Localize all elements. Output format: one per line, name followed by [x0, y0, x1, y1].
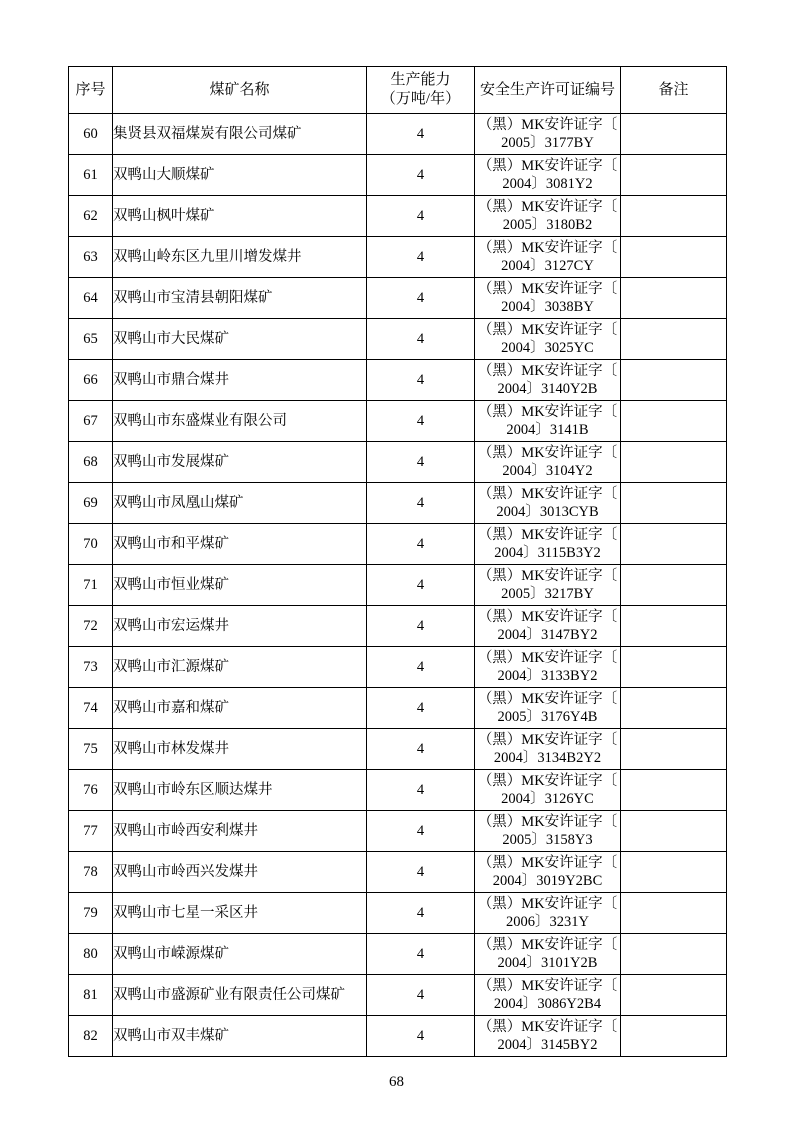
cell-mine-name: 双鸭山市恒业煤矿 — [113, 565, 367, 606]
license-line1: （黑）MK安许证字〔 — [477, 977, 618, 994]
cell-mine-name: 双鸭山市和平煤矿 — [113, 524, 367, 565]
table-row — [69, 647, 727, 688]
cell-capacity: 4 — [367, 893, 475, 934]
license-line2: 2005〕3176Y4B — [497, 709, 598, 725]
cell-capacity: 4 — [367, 319, 475, 360]
license-line1: （黑）MK安许证字〔 — [477, 895, 618, 912]
table-row — [69, 770, 727, 811]
license-line1: （黑）MK安许证字〔 — [477, 116, 618, 133]
cell-mine-name: 双鸭山市鼎合煤井 — [113, 360, 367, 401]
cell-capacity: 4 — [367, 442, 475, 483]
cell-note — [621, 401, 727, 442]
table-row — [69, 688, 727, 729]
cell-capacity: 4 — [367, 770, 475, 811]
cell-mine-name: 双鸭山大顺煤矿 — [113, 155, 367, 196]
license-line1: （黑）MK安许证字〔 — [477, 403, 618, 420]
table-row — [69, 278, 727, 319]
cell-mine-name: 双鸭山市宝清县朝阳煤矿 — [113, 278, 367, 319]
cell-capacity: 4 — [367, 401, 475, 442]
cell-note — [621, 770, 727, 811]
cell-license-number — [475, 893, 621, 934]
cell-index: 73 — [69, 647, 113, 688]
cell-note — [621, 114, 727, 155]
table-row — [69, 114, 727, 155]
cell-capacity: 4 — [367, 278, 475, 319]
cell-capacity: 4 — [367, 524, 475, 565]
license-line2: 2004〕3101Y2B — [497, 955, 598, 971]
license-line2: 2004〕3104Y2 — [502, 463, 593, 479]
cell-capacity: 4 — [367, 237, 475, 278]
column-header-license-number: 安全生产许可证编号 — [475, 67, 621, 114]
column-header-capacity-line2: （万吨/年） — [380, 91, 461, 107]
cell-capacity: 4 — [367, 934, 475, 975]
cell-index: 65 — [69, 319, 113, 360]
table-row — [69, 319, 727, 360]
table-row — [69, 934, 727, 975]
cell-index: 75 — [69, 729, 113, 770]
table-row — [69, 852, 727, 893]
cell-mine-name: 双鸭山市林发煤井 — [113, 729, 367, 770]
license-line1: （黑）MK安许证字〔 — [477, 362, 618, 379]
license-line2: 2006〕3231Y — [506, 914, 589, 930]
license-line1: （黑）MK安许证字〔 — [477, 280, 618, 297]
coal-mine-table — [68, 66, 727, 1057]
table-header — [69, 67, 727, 114]
license-line2: 2004〕3140Y2B — [497, 381, 598, 397]
cell-capacity: 4 — [367, 155, 475, 196]
cell-index: 82 — [69, 1016, 113, 1057]
cell-index: 69 — [69, 483, 113, 524]
table-row — [69, 893, 727, 934]
cell-license-number — [475, 442, 621, 483]
cell-note — [621, 729, 727, 770]
cell-note — [621, 278, 727, 319]
license-line1: （黑）MK安许证字〔 — [477, 936, 618, 953]
license-line1: （黑）MK安许证字〔 — [477, 1018, 618, 1035]
column-header-index: 序号 — [69, 67, 113, 114]
cell-index: 72 — [69, 606, 113, 647]
cell-index: 66 — [69, 360, 113, 401]
license-line2: 2004〕3038BY — [501, 299, 594, 315]
cell-index: 70 — [69, 524, 113, 565]
cell-note — [621, 360, 727, 401]
cell-mine-name: 双鸭山市发展煤矿 — [113, 442, 367, 483]
cell-mine-name: 双鸭山市凤凰山煤矿 — [113, 483, 367, 524]
cell-capacity: 4 — [367, 196, 475, 237]
license-line1: （黑）MK安许证字〔 — [477, 649, 618, 666]
cell-index: 61 — [69, 155, 113, 196]
cell-note — [621, 975, 727, 1016]
table-row — [69, 565, 727, 606]
cell-note — [621, 319, 727, 360]
cell-index: 81 — [69, 975, 113, 1016]
cell-capacity: 4 — [367, 647, 475, 688]
license-line1: （黑）MK安许证字〔 — [477, 444, 618, 461]
cell-capacity: 4 — [367, 606, 475, 647]
cell-license-number — [475, 483, 621, 524]
table-row — [69, 729, 727, 770]
table-row — [69, 483, 727, 524]
cell-capacity: 4 — [367, 811, 475, 852]
column-header-note: 备注 — [621, 67, 727, 114]
license-line2: 2004〕3141B — [506, 422, 589, 438]
table-row — [69, 155, 727, 196]
license-line2: 2004〕3133BY2 — [497, 668, 598, 684]
cell-capacity: 4 — [367, 1016, 475, 1057]
license-line2: 2005〕3180B2 — [502, 217, 593, 233]
cell-mine-name: 双鸭山市岭西安利煤井 — [113, 811, 367, 852]
license-line1: （黑）MK安许证字〔 — [477, 854, 618, 871]
cell-index: 67 — [69, 401, 113, 442]
cell-mine-name: 双鸭山市双丰煤矿 — [113, 1016, 367, 1057]
cell-index: 63 — [69, 237, 113, 278]
license-line2: 2004〕3086Y2B4 — [493, 996, 602, 1012]
cell-capacity: 4 — [367, 729, 475, 770]
cell-note — [621, 155, 727, 196]
cell-license-number — [475, 237, 621, 278]
page-number: 68 — [389, 1074, 404, 1090]
cell-note — [621, 196, 727, 237]
cell-index: 71 — [69, 565, 113, 606]
cell-capacity: 4 — [367, 688, 475, 729]
license-line1: （黑）MK安许证字〔 — [477, 772, 618, 789]
cell-index: 74 — [69, 688, 113, 729]
cell-license-number — [475, 1016, 621, 1057]
license-line1: （黑）MK安许证字〔 — [477, 526, 618, 543]
cell-mine-name: 双鸭山市宏运煤井 — [113, 606, 367, 647]
table-row — [69, 401, 727, 442]
cell-note — [621, 606, 727, 647]
cell-capacity: 4 — [367, 483, 475, 524]
cell-license-number — [475, 524, 621, 565]
cell-mine-name: 双鸭山市大民煤矿 — [113, 319, 367, 360]
cell-capacity: 4 — [367, 565, 475, 606]
coal-mine-table-container — [68, 66, 726, 1057]
cell-index: 80 — [69, 934, 113, 975]
cell-mine-name: 双鸭山市岭西兴发煤井 — [113, 852, 367, 893]
table-row — [69, 360, 727, 401]
license-line2: 2005〕3158Y3 — [502, 832, 593, 848]
cell-license-number — [475, 606, 621, 647]
license-line1: （黑）MK安许证字〔 — [477, 567, 618, 584]
license-line2: 2004〕3025YC — [501, 340, 594, 356]
cell-index: 62 — [69, 196, 113, 237]
license-line1: （黑）MK安许证字〔 — [477, 813, 618, 830]
license-line2: 2004〕3147BY2 — [497, 627, 598, 643]
cell-license-number — [475, 155, 621, 196]
license-line2: 2005〕3177BY — [501, 135, 594, 151]
table-row — [69, 237, 727, 278]
license-line2: 2004〕3126YC — [501, 791, 594, 807]
cell-license-number — [475, 975, 621, 1016]
cell-mine-name: 双鸭山市盛源矿业有限责任公司煤矿 — [113, 975, 367, 1016]
cell-index: 64 — [69, 278, 113, 319]
license-line2: 2004〕3081Y2 — [502, 176, 593, 192]
cell-license-number — [475, 852, 621, 893]
cell-mine-name: 双鸭山市汇源煤矿 — [113, 647, 367, 688]
cell-mine-name: 双鸭山市岭东区顺达煤井 — [113, 770, 367, 811]
cell-note — [621, 524, 727, 565]
license-line1: （黑）MK安许证字〔 — [477, 321, 618, 338]
cell-mine-name: 双鸭山市七星一采区井 — [113, 893, 367, 934]
license-line2: 2005〕3217BY — [501, 586, 594, 602]
cell-note — [621, 237, 727, 278]
cell-capacity: 4 — [367, 852, 475, 893]
column-header-capacity-line1: 生产能力 — [390, 72, 451, 89]
cell-mine-name: 双鸭山市东盛煤业有限公司 — [113, 401, 367, 442]
table-body — [69, 114, 727, 1057]
cell-note — [621, 565, 727, 606]
table-row — [69, 811, 727, 852]
cell-mine-name: 集贤县双福煤炭有限公司煤矿 — [113, 114, 367, 155]
cell-license-number — [475, 401, 621, 442]
cell-index: 76 — [69, 770, 113, 811]
license-line2: 2004〕3127CY — [501, 258, 594, 274]
cell-index: 60 — [69, 114, 113, 155]
license-line2: 2004〕3013CYB — [496, 504, 599, 520]
license-line1: （黑）MK安许证字〔 — [477, 731, 618, 748]
license-line1: （黑）MK安许证字〔 — [477, 239, 618, 256]
cell-note — [621, 811, 727, 852]
cell-license-number — [475, 647, 621, 688]
cell-mine-name: 双鸭山市嵘源煤矿 — [113, 934, 367, 975]
license-line1: （黑）MK安许证字〔 — [477, 608, 618, 625]
table-row — [69, 1016, 727, 1057]
cell-license-number — [475, 688, 621, 729]
cell-index: 79 — [69, 893, 113, 934]
table-header-row — [69, 67, 727, 114]
license-line1: （黑）MK安许证字〔 — [477, 485, 618, 502]
cell-license-number — [475, 319, 621, 360]
cell-note — [621, 852, 727, 893]
cell-license-number — [475, 278, 621, 319]
cell-note — [621, 647, 727, 688]
cell-license-number — [475, 114, 621, 155]
cell-note — [621, 442, 727, 483]
cell-license-number — [475, 934, 621, 975]
cell-index: 78 — [69, 852, 113, 893]
license-line2: 2004〕3115B3Y2 — [494, 545, 601, 561]
license-line2: 2004〕3019Y2BC — [492, 873, 603, 889]
cell-note — [621, 934, 727, 975]
cell-capacity: 4 — [367, 975, 475, 1016]
cell-index: 77 — [69, 811, 113, 852]
cell-license-number — [475, 811, 621, 852]
license-line1: （黑）MK安许证字〔 — [477, 690, 618, 707]
cell-note — [621, 483, 727, 524]
table-row — [69, 196, 727, 237]
cell-note — [621, 1016, 727, 1057]
license-line2: 2004〕3134B2Y2 — [493, 750, 602, 766]
cell-capacity: 4 — [367, 360, 475, 401]
table-row — [69, 442, 727, 483]
license-line1: （黑）MK安许证字〔 — [477, 198, 618, 215]
cell-mine-name: 双鸭山市嘉和煤矿 — [113, 688, 367, 729]
cell-note — [621, 688, 727, 729]
cell-index: 68 — [69, 442, 113, 483]
table-row — [69, 524, 727, 565]
cell-license-number — [475, 729, 621, 770]
cell-mine-name: 双鸭山枫叶煤矿 — [113, 196, 367, 237]
table-row — [69, 606, 727, 647]
cell-license-number — [475, 196, 621, 237]
table-row — [69, 975, 727, 1016]
cell-license-number — [475, 770, 621, 811]
license-line2: 2004〕3145BY2 — [497, 1037, 598, 1053]
license-line1: （黑）MK安许证字〔 — [477, 157, 618, 174]
cell-mine-name: 双鸭山岭东区九里川增发煤井 — [113, 237, 367, 278]
cell-license-number — [475, 565, 621, 606]
cell-note — [621, 893, 727, 934]
column-header-mine-name: 煤矿名称 — [113, 67, 367, 114]
cell-license-number — [475, 360, 621, 401]
cell-capacity: 4 — [367, 114, 475, 155]
column-header-capacity — [367, 67, 475, 114]
